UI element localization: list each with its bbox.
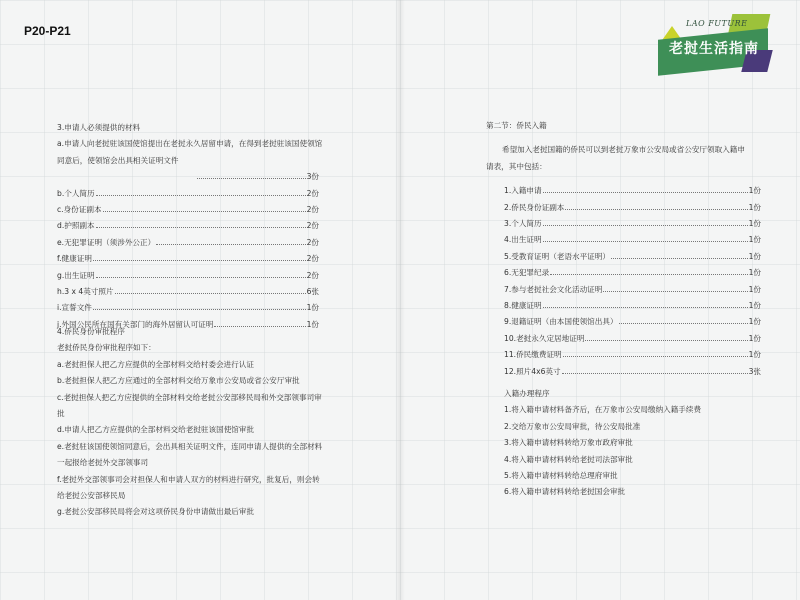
list-item-label: e.无犯罪证明（须涉外公正） xyxy=(57,237,156,247)
list-item-qty: 2份 xyxy=(306,237,319,247)
procedure-step: 6.将入籍申请材料转给老挝国会审批 xyxy=(504,487,626,497)
list-item xyxy=(57,186,319,202)
list-item xyxy=(504,200,761,216)
documents-list xyxy=(486,183,761,380)
list-item-label: f.健康证明 xyxy=(57,254,92,264)
procedure-step: e.老挝驻该国使领馆同意后，会出具相关证明文件，连同申请人提供的全部材料一起报给老挝外交部领事司 xyxy=(57,441,323,468)
list-item-label: g.出生证明 xyxy=(57,270,95,280)
list-item-qty: 1份 xyxy=(748,317,761,327)
list-item-qty: 1份 xyxy=(748,235,761,245)
page-number: P20-P21 xyxy=(24,24,71,38)
procedure-step: a.老挝担保人把乙方应提供的全部材料交给村委会进行认证 xyxy=(57,359,254,369)
section-heading: 入籍办理程序 xyxy=(504,389,550,398)
list-item-qty: 1份 xyxy=(748,333,761,343)
procedure-step: c.老挝担保人把乙方应提供的全部材料交给老挝公安部移民局和外交部领事司审批 xyxy=(57,392,322,419)
approval-procedure-section xyxy=(57,324,325,521)
list-item-label: j.外国公民所在国有关部门的海外居留认可证明 xyxy=(57,319,214,329)
list-item xyxy=(504,216,761,232)
list-item xyxy=(57,235,319,251)
list-item xyxy=(504,249,761,265)
list-item-label: 11.侨民缴费证明 xyxy=(504,350,562,360)
list-item-label: 3.个人简历 xyxy=(504,219,542,229)
list-item-qty: 2份 xyxy=(306,270,319,280)
list-item-qty: 3张 xyxy=(748,366,761,376)
list-item xyxy=(504,282,761,298)
list-item-label: b.个人简历 xyxy=(57,188,95,198)
procedure-step: d.申请人把乙方应提供的全部材料交给老挝驻该国使馆审批 xyxy=(57,425,255,435)
list-item-qty: 6张 xyxy=(306,287,319,297)
dot-leader xyxy=(197,177,306,179)
list-item-label: 4.出生证明 xyxy=(504,235,542,245)
required-materials-section xyxy=(57,120,325,333)
list-item xyxy=(504,347,761,363)
list-item-qty: 1份 xyxy=(748,350,761,360)
list-item xyxy=(504,298,761,314)
section-heading: 4.侨民身份审批程序 xyxy=(57,327,125,336)
list-item-label: 5.受教育证明（老语水平证明） xyxy=(504,251,610,261)
list-item xyxy=(57,202,319,218)
list-item-qty: 1份 xyxy=(748,284,761,294)
list-item xyxy=(57,284,319,300)
list-item-label: 12.照片4x6英寸 xyxy=(504,366,561,376)
list-item-label: 1.入籍申请 xyxy=(504,186,542,196)
list-item-qty: 1份 xyxy=(748,219,761,229)
list-item-qty: 2份 xyxy=(306,221,319,231)
list-item-qty: 2份 xyxy=(306,188,319,198)
list-item-label: 10.老挝永久定居地证明 xyxy=(504,333,585,343)
list-item xyxy=(504,314,761,330)
brand-logo xyxy=(658,14,770,74)
list-item-qty: 1份 xyxy=(748,202,761,212)
procedure-step: g.老挝公安部移民局将会对这项侨民身份申请做出最后审批 xyxy=(57,507,255,517)
list-item-label: 6.无犯罪纪录 xyxy=(504,268,550,278)
list-item-label: 7.参与老挝社会文化活动证明 xyxy=(504,284,603,294)
paragraph: 老挝侨民身份审批程序如下： xyxy=(57,343,156,353)
section-heading: 3.申请人必须提供的材料 xyxy=(57,123,141,132)
naturalization-section xyxy=(486,118,761,380)
list-item-label: h.3 x 4英寸照片 xyxy=(57,287,114,297)
list-item-qty: 2份 xyxy=(306,254,319,264)
naturalization-procedure-section xyxy=(504,386,766,501)
list-item xyxy=(57,268,319,284)
list-item-label: c.身份证副本 xyxy=(57,205,102,215)
procedure-step: 4.将入籍申请材料转给老挝司法部审批 xyxy=(504,454,633,464)
procedure-step: f.老挝外交部领事司会对担保人和申请人双方的材料进行研究，批复后，则会转给老挝公安部移民局 xyxy=(57,474,320,501)
procedure-step: b.老挝担保人把乙方应通过的全部材料交给万象市公安局或省公安厅审批 xyxy=(57,376,300,386)
page-gutter xyxy=(395,0,405,600)
list-item xyxy=(57,218,319,234)
list-item xyxy=(57,251,319,267)
procedure-step: 1.将入籍申请材料备齐后，在万象市公安局缴纳入籍手续费 xyxy=(504,405,702,415)
list-item-qty: 1份 xyxy=(748,301,761,311)
list-item-label: d.护照副本 xyxy=(57,221,95,231)
list-item-label: i.宣誓文件 xyxy=(57,303,92,313)
list-item-qty: 1份 xyxy=(748,251,761,261)
list-item xyxy=(57,300,319,316)
list-item-qty: 1份 xyxy=(748,186,761,196)
list-item-qty: 1份 xyxy=(748,268,761,278)
logo-subtitle: LAO FUTURE xyxy=(686,19,748,28)
list-item xyxy=(504,232,761,248)
list-item xyxy=(57,169,319,185)
list-item-label: 9.退籍证明（由本国使领馆出具） xyxy=(504,317,618,327)
list-item-qty: 1份 xyxy=(306,319,319,329)
list-item-qty: 1份 xyxy=(306,303,319,313)
list-item xyxy=(504,331,761,347)
list-item-qty: 2份 xyxy=(306,205,319,215)
list-item xyxy=(504,183,761,199)
procedure-step: 2.交给万象市公安局审批，待公安局批准 xyxy=(504,421,641,431)
procedure-step: 3.将入籍申请材料转给万象市政府审批 xyxy=(504,438,633,448)
section-heading: 第二节：侨民入籍 xyxy=(486,121,547,130)
paragraph: a.申请人向老挝驻该国使馆提出在老挝永久居留申请，在得到老挝驻该国使领馆同意后，使领馆会出具相关证明文件 xyxy=(57,139,323,165)
list-item xyxy=(504,265,761,281)
list-item xyxy=(504,364,761,380)
list-item-qty: 3份 xyxy=(306,172,319,182)
procedure-step: 5.将入籍申请材料转给总理府审批 xyxy=(504,471,618,481)
logo-title: 老挝生活指南 xyxy=(669,41,759,57)
list-item-label: 8.健康证明 xyxy=(504,301,542,311)
paragraph: 希望加入老挝国籍的侨民可以到老挝万象市公安局或省公安厅领取入籍申请表，其中包括： xyxy=(486,145,745,171)
list-item-label: 2.侨民身份证副本 xyxy=(504,202,565,212)
